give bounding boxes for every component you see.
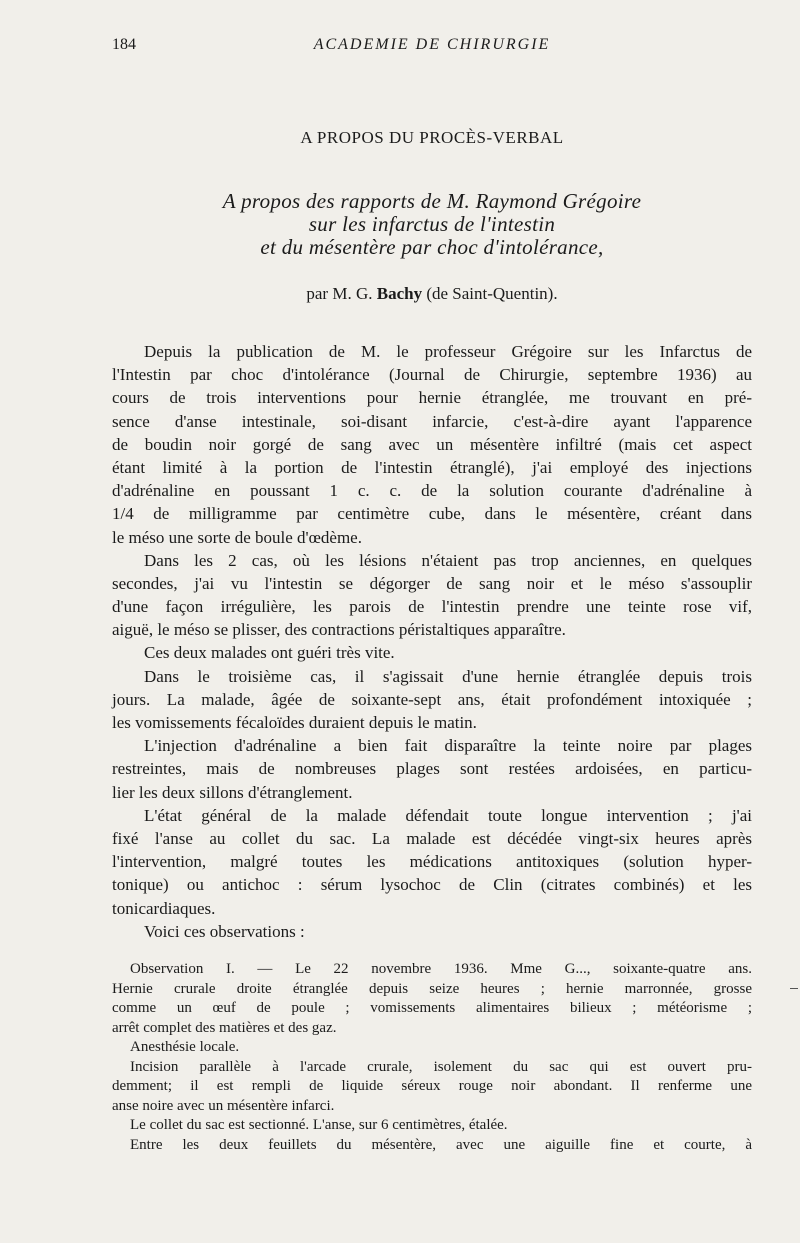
margin-mark [790, 988, 798, 989]
article-title [112, 190, 752, 259]
body-line: secondes, j'ai vu l'intestin se dégorger de sang noir et le méso s'assouplir [112, 573, 752, 593]
byline [112, 284, 752, 304]
body-line: les vomissements fécaloïdes duraient depuis le matin. [112, 713, 477, 732]
body-line: tonicardiaques. [112, 898, 216, 918]
byline-prefix: par M. G. [306, 284, 373, 303]
page-header [112, 36, 752, 58]
body-line: fixé l'anse au collet du sac. La malade est décédée vingt-six heures après [112, 828, 752, 848]
byline-author: Bachy [376, 284, 423, 303]
body-line: d'adrénaline en poussant 1 c. c. de la solution courante d'adrénaline à [112, 481, 752, 501]
note-line: demment; il est rempli de liquide séreux rouge noir abondant. Il renferme une [112, 1078, 752, 1094]
article-title-line: et du mésentère par choc d'intolérance, [260, 235, 604, 259]
body-line: Depuis la publication de M. le professeur Grégoire sur les Infarctus de [144, 342, 752, 361]
section-title: A PROPOS DU PROCÈS-VERBAL [300, 128, 564, 147]
note-line: comme un œuf de poule ; vomissements alimentaires bilieux ; météorisme ; [112, 1000, 752, 1016]
body-line: restreintes, mais de nombreuses plages sont restées ardoisées, en particu- [112, 759, 752, 779]
note-line: Le collet du sac est sectionné. L'anse, sur 6 centimètres, étalée. [130, 1117, 508, 1133]
running-head: ACADEMIE DE CHIRURGIE [313, 36, 551, 53]
body-line: jours. La malade, âgée de soixante-sept ans, était profondément intoxiquée ; [112, 689, 752, 709]
note-line: Hernie crurale droite étranglée depuis seize heures ; hernie marronnée, grosse [112, 980, 752, 997]
body-line: tonique) ou antichoc : sérum lysochoc de Clin (citrates combinés) et les [112, 875, 752, 895]
note-line: anse noire avec un mésentère infarci. [112, 1097, 335, 1114]
note-line: Anesthésie locale. [130, 1039, 240, 1055]
body-line: L'état général de la malade défendait toute longue intervention ; j'ai [144, 805, 752, 825]
body-line: sence d'anse intestinale, soi-disant infarcie, c'est-à-dire ayant l'apparence [112, 411, 752, 431]
body-line: de boudin noir gorgé de sang avec un mésentère infiltré (mais cet aspect [112, 434, 752, 454]
body-line: d'une façon irrégulière, les parois de l'intestin prendre une teinte rose vif, [112, 597, 752, 617]
body-line: 1/4 de milligramme par centimètre cube, dans le mésentère, créant dans [112, 504, 752, 524]
note-line: arrêt complet des matières et des gaz. [112, 1019, 337, 1036]
body-line: le méso une sorte de boule d'œdème. [112, 527, 362, 547]
note-line: Entre les deux feuillets du mésentère, avec une aiguille fine et courte, à [130, 1136, 752, 1153]
article-title-line: A propos des rapports de M. Raymond Grégoire [222, 189, 642, 213]
page-number: 184 [112, 36, 136, 53]
body-line: cours de trois interventions pour hernie étranglée, me trouvant en pré- [112, 388, 752, 408]
body-line: l'intervention, malgré toutes les médications antitoxiques (solution hyper- [112, 852, 752, 872]
body-line: Dans les 2 cas, où les lésions n'étaient pas trop anciennes, en quelques [144, 550, 752, 570]
body-line: l'Intestin par choc d'intolérance (Journal de Chirurgie, septembre 1936) au [112, 365, 752, 385]
body-line: aiguë, le méso se plisser, des contractions péristaltiques apparaître. [112, 620, 566, 640]
article-title-line: sur les infarctus de l'intestin [308, 212, 556, 236]
byline-suffix: (de Saint-Quentin). [426, 284, 558, 303]
body-line: étant limité à la portion de l'intestin étranglé), j'ai employé des injections [112, 457, 752, 477]
body-line: L'injection d'adrénaline a bien fait disparaître la teinte noire par plages [144, 736, 752, 756]
note-line: Observation I. — Le 22 novembre 1936. Mme G..., soixante-quatre ans. [130, 961, 752, 977]
body-line: Dans le troisième cas, il s'agissait d'une hernie étranglée depuis trois [144, 666, 752, 686]
body-line: Ces deux malades ont guéri très vite. [144, 643, 395, 663]
note-line: Incision parallèle à l'arcade crurale, isolement du sac qui est ouvert pru- [130, 1058, 752, 1075]
article-body [112, 340, 752, 943]
observation-notes [112, 960, 752, 1155]
body-line: Voici ces observations : [144, 921, 305, 941]
body-line: lier les deux sillons d'étranglement. [112, 782, 353, 802]
